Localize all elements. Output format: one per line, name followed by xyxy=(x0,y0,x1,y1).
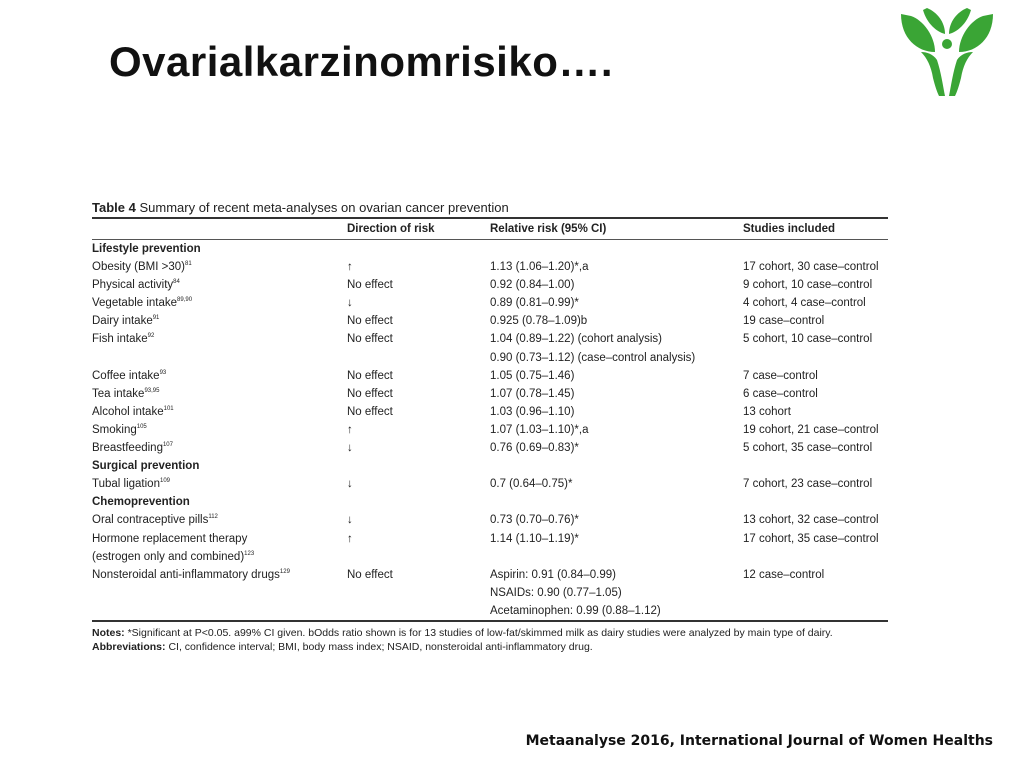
row-label xyxy=(92,493,347,511)
direction-cell xyxy=(347,421,490,439)
relative-risk-cell xyxy=(490,493,743,511)
header-relative-risk: Relative risk (95% CI) xyxy=(490,218,743,240)
studies-cell xyxy=(743,530,888,548)
relative-risk-cell xyxy=(490,258,743,276)
row-label xyxy=(92,475,347,493)
relative-risk-text: 0.7 (0.64–0.75)* xyxy=(490,478,573,491)
table-row xyxy=(92,258,888,276)
relative-risk-text: 0.925 (0.78–1.09)b xyxy=(490,315,588,328)
direction-cell xyxy=(347,475,490,493)
relative-risk-text: Aspirin: 0.91 (0.84–0.99) xyxy=(490,568,616,581)
table-row xyxy=(92,530,888,548)
relative-risk-cell xyxy=(490,330,743,348)
relative-risk-cell xyxy=(490,439,743,457)
direction-cell xyxy=(347,493,490,511)
row-label xyxy=(92,330,347,348)
direction-cell xyxy=(347,276,490,294)
direction-cell xyxy=(347,530,490,548)
table-row xyxy=(92,602,888,621)
studies-cell xyxy=(743,403,888,421)
row-label-text: Hormone replacement therapy xyxy=(92,532,248,545)
row-label xyxy=(92,294,347,312)
relative-risk-text: 0.92 (0.84–1.00) xyxy=(490,279,575,292)
relative-risk-cell xyxy=(490,566,743,584)
relative-risk-cell xyxy=(490,276,743,294)
row-label-text: Tubal ligation xyxy=(92,478,160,491)
studies-text: 17 cohort, 35 case–control xyxy=(743,532,879,545)
relative-risk-text: 1.03 (0.96–1.10) xyxy=(490,405,575,418)
table-row xyxy=(92,385,888,403)
row-label xyxy=(92,258,347,276)
studies-text: 6 case–control xyxy=(743,387,818,400)
relative-risk-cell xyxy=(490,240,743,259)
ovarian-cancer-prevention-table xyxy=(92,217,888,622)
row-label-text: Fish intake xyxy=(92,333,148,346)
relative-risk-cell xyxy=(490,403,743,421)
direction-text: No effect xyxy=(347,369,393,382)
studies-text: 13 cohort, 32 case–control xyxy=(743,514,879,527)
direction-cell xyxy=(347,584,490,602)
table-row xyxy=(92,511,888,529)
row-label-text: Oral contraceptive pills xyxy=(92,514,209,527)
row-label xyxy=(92,385,347,403)
table-row xyxy=(92,367,888,385)
reference-superscript: 91 xyxy=(152,315,160,322)
direction-text: No effect xyxy=(347,405,393,418)
direction-cell xyxy=(347,457,490,475)
relative-risk-text: 0.76 (0.69–0.83)* xyxy=(490,442,579,455)
notes-line xyxy=(92,626,888,640)
direction-cell xyxy=(347,349,490,367)
row-label-text: Alcohol intake xyxy=(92,405,164,418)
relative-risk-text: Acetaminophen: 0.99 (0.88–1.12) xyxy=(490,604,661,617)
direction-text: No effect xyxy=(347,333,393,346)
row-label xyxy=(92,602,347,621)
table-section-row xyxy=(92,493,888,511)
studies-text: 13 cohort xyxy=(743,405,791,418)
notes-label: Notes: xyxy=(92,626,125,639)
notes-text: *Significant at P<0.05. a99% CI given. bOdds ratio shown is for 13 studies of low-fat/skimmed milk as dairy studies were analyzed by main type of dairy. xyxy=(127,626,833,639)
table-row xyxy=(92,330,888,348)
relative-risk-text: 0.89 (0.81–0.99)* xyxy=(490,297,579,310)
relative-risk-cell xyxy=(490,294,743,312)
reference-superscript: 123 xyxy=(244,550,255,557)
row-label-text: Nonsteroidal anti-inflammatory drugs xyxy=(92,568,280,581)
relative-risk-text: 1.13 (1.06–1.20)*,a xyxy=(490,261,589,274)
direction-cell xyxy=(347,439,490,457)
studies-text: 19 cohort, 21 case–control xyxy=(743,423,879,436)
row-label xyxy=(92,566,347,584)
studies-cell xyxy=(743,475,888,493)
direction-cell xyxy=(347,385,490,403)
row-label-text: Smoking xyxy=(92,423,137,436)
table-section-row xyxy=(92,457,888,475)
row-label xyxy=(92,421,347,439)
table-row xyxy=(92,439,888,457)
studies-cell xyxy=(743,602,888,621)
table-caption-label: Table 4 xyxy=(92,200,136,215)
table-row xyxy=(92,548,888,566)
header-category xyxy=(92,218,347,240)
studies-text: 7 cohort, 23 case–control xyxy=(743,478,873,491)
reference-superscript: 129 xyxy=(279,568,290,575)
row-label-text: Surgical prevention xyxy=(92,460,200,473)
table-header-row xyxy=(92,218,888,240)
table-row xyxy=(92,349,888,367)
studies-cell xyxy=(743,439,888,457)
reference-superscript: 93,95 xyxy=(144,387,160,394)
direction-text: No effect xyxy=(347,315,393,328)
abbreviations-line xyxy=(92,640,888,654)
row-label-text: Physical activity xyxy=(92,279,174,292)
direction-cell xyxy=(347,330,490,348)
direction-cell xyxy=(347,367,490,385)
table-body xyxy=(92,240,888,621)
direction-text: ↓ xyxy=(347,442,353,455)
studies-text: 12 case–control xyxy=(743,568,825,581)
abbreviations-text: CI, confidence interval; BMI, body mass index; NSAID, nonsteroidal anti-inflammatory drug. xyxy=(168,640,593,653)
studies-cell xyxy=(743,240,888,259)
relative-risk-cell xyxy=(490,421,743,439)
direction-text: ↓ xyxy=(347,297,353,310)
direction-cell xyxy=(347,511,490,529)
studies-cell xyxy=(743,493,888,511)
relative-risk-cell xyxy=(490,530,743,548)
table-row xyxy=(92,584,888,602)
relative-risk-cell xyxy=(490,511,743,529)
row-label xyxy=(92,367,347,385)
direction-text: ↑ xyxy=(347,423,353,436)
relative-risk-text: 1.07 (1.03–1.10)*,a xyxy=(490,423,589,436)
relative-risk-cell xyxy=(490,584,743,602)
reference-superscript: 105 xyxy=(136,424,147,431)
studies-text: 4 cohort, 4 case–control xyxy=(743,297,866,310)
reference-superscript: 107 xyxy=(162,442,173,449)
row-label-text: Tea intake xyxy=(92,387,145,400)
studies-cell xyxy=(743,349,888,367)
relative-risk-cell xyxy=(490,385,743,403)
studies-cell xyxy=(743,312,888,330)
relative-risk-text: 1.04 (0.89–1.22) (cohort analysis) xyxy=(490,333,662,346)
studies-cell xyxy=(743,421,888,439)
direction-text: ↑ xyxy=(347,532,353,545)
relative-risk-cell xyxy=(490,349,743,367)
direction-cell xyxy=(347,602,490,621)
row-label xyxy=(92,403,347,421)
reference-superscript: 81 xyxy=(185,261,192,268)
relative-risk-text: 0.90 (0.73–1.12) (case–control analysis) xyxy=(490,351,696,364)
studies-text: 5 cohort, 35 case–control xyxy=(743,442,873,455)
studies-text: 7 case–control xyxy=(743,369,818,382)
direction-text: ↑ xyxy=(347,261,353,274)
direction-cell xyxy=(347,566,490,584)
row-label-text: Coffee intake xyxy=(92,369,160,382)
direction-text: ↓ xyxy=(347,514,353,527)
direction-cell xyxy=(347,403,490,421)
table-row xyxy=(92,475,888,493)
direction-cell xyxy=(347,294,490,312)
table-section-row xyxy=(92,240,888,259)
table-row xyxy=(92,276,888,294)
studies-text: 19 case–control xyxy=(743,315,825,328)
relative-risk-cell xyxy=(490,457,743,475)
table-row xyxy=(92,421,888,439)
studies-cell xyxy=(743,330,888,348)
organization-logo xyxy=(897,6,997,98)
table-row xyxy=(92,566,888,584)
row-label xyxy=(92,439,347,457)
studies-cell xyxy=(743,367,888,385)
reference-superscript: 92 xyxy=(147,333,155,340)
relative-risk-cell xyxy=(490,475,743,493)
row-label-text: Vegetable intake xyxy=(92,297,178,310)
reference-superscript: 109 xyxy=(159,478,170,485)
studies-cell xyxy=(743,548,888,566)
row-label-text: Obesity (BMI >30) xyxy=(92,261,185,274)
table-caption-text: Summary of recent meta-analyses on ovarian cancer prevention xyxy=(139,200,509,215)
relative-risk-text: 1.05 (0.75–1.46) xyxy=(490,369,575,382)
relative-risk-text: 0.73 (0.70–0.76)* xyxy=(490,514,579,527)
reference-superscript: 89,90 xyxy=(177,297,193,304)
reference-superscript: 101 xyxy=(163,406,174,413)
studies-cell xyxy=(743,511,888,529)
table-caption xyxy=(92,199,888,217)
studies-cell xyxy=(743,276,888,294)
relative-risk-cell xyxy=(490,548,743,566)
table-row xyxy=(92,403,888,421)
row-label xyxy=(92,349,347,367)
row-label xyxy=(92,548,347,566)
row-label xyxy=(92,457,347,475)
studies-cell xyxy=(743,457,888,475)
table-row xyxy=(92,294,888,312)
row-label-text: Chemoprevention xyxy=(92,496,190,509)
row-label xyxy=(92,312,347,330)
row-label xyxy=(92,276,347,294)
direction-cell xyxy=(347,258,490,276)
studies-text: 9 cohort, 10 case–control xyxy=(743,279,873,292)
reference-superscript: 84 xyxy=(173,279,180,286)
direction-text: No effect xyxy=(347,387,393,400)
relative-risk-text: 1.14 (1.10–1.19)* xyxy=(490,532,579,545)
direction-text: ↓ xyxy=(347,478,353,491)
abbreviations-label: Abbreviations: xyxy=(92,640,166,653)
studies-cell xyxy=(743,258,888,276)
header-studies: Studies included xyxy=(743,218,888,240)
reference-superscript: 93 xyxy=(159,369,167,376)
row-label xyxy=(92,511,347,529)
studies-cell xyxy=(743,385,888,403)
studies-cell xyxy=(743,566,888,584)
direction-cell xyxy=(347,240,490,259)
relative-risk-text: 1.07 (0.78–1.45) xyxy=(490,387,575,400)
header-direction: Direction of risk xyxy=(347,218,490,240)
direction-text: No effect xyxy=(347,568,393,581)
direction-cell xyxy=(347,548,490,566)
meta-analysis-table-figure xyxy=(92,199,888,654)
relative-risk-cell xyxy=(490,312,743,330)
row-label xyxy=(92,584,347,602)
direction-text: No effect xyxy=(347,279,393,292)
studies-text: 5 cohort, 10 case–control xyxy=(743,333,873,346)
row-label-text: (estrogen only and combined) xyxy=(92,550,245,563)
reference-superscript: 112 xyxy=(208,514,218,521)
row-label xyxy=(92,240,347,259)
slide-title: Ovarialkarzinomrisiko…. xyxy=(109,38,614,85)
relative-risk-cell xyxy=(490,602,743,621)
table-row xyxy=(92,312,888,330)
table-notes xyxy=(92,626,888,654)
row-label-text: Breastfeeding xyxy=(92,442,163,455)
row-label-text: Lifestyle prevention xyxy=(92,243,201,255)
studies-text: 17 cohort, 30 case–control xyxy=(743,261,879,274)
direction-cell xyxy=(347,312,490,330)
studies-cell xyxy=(743,584,888,602)
studies-cell xyxy=(743,294,888,312)
row-label xyxy=(92,530,347,548)
relative-risk-cell xyxy=(490,367,743,385)
row-label-text: Dairy intake xyxy=(92,315,153,328)
relative-risk-text: NSAIDs: 0.90 (0.77–1.05) xyxy=(490,586,622,599)
source-citation: Metaanalyse 2016, International Journal of Women Healths xyxy=(525,733,993,749)
